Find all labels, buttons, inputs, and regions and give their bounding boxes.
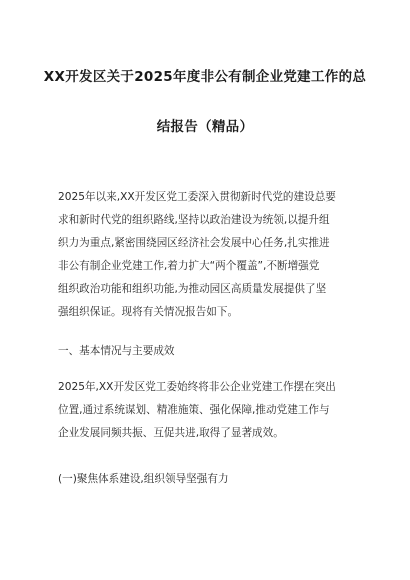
intro-paragraph-line: 求和新时代党的组织路线,坚持以政治建设为统领,以提升组 [58, 214, 330, 226]
summary-paragraph-line: 位置,通过系统谋划、精准施策、强化保障,推动党建工作与 [58, 404, 330, 416]
section-heading-text: 一、基本情况与主要成效 [58, 345, 175, 357]
summary-paragraph [58, 376, 358, 445]
summary-paragraph-line: 企业发展同频共振、互促共进,取得了显著成效。 [58, 427, 284, 439]
intro-paragraph-line: 强组织保证。现将有关情况报告如下。 [58, 306, 239, 318]
document-title-line-1: XX开发区关于2025年度非公有制企业党建工作的总 [43, 69, 367, 85]
section-heading-1 [58, 340, 358, 363]
intro-paragraph-line: 2025年以来,XX开发区党工委深入贯彻新时代党的建设总要 [58, 191, 336, 203]
subsection-heading-1 [58, 468, 358, 491]
document-title-line-2: 结报告（精品） [156, 119, 254, 135]
summary-paragraph-line: 2025年,XX开发区党工委始终将非公企业党建工作摆在突出 [58, 381, 336, 393]
intro-paragraph-line: 非公有制企业党建工作,着力扩大“两个覆盖”,不断增强党 [58, 260, 320, 272]
intro-paragraph-line: 组织政治功能和组织功能,为推动园区高质量发展提供了坚 [58, 283, 327, 295]
intro-paragraph [58, 186, 358, 324]
intro-paragraph-line: 织力为重点,紧密围绕园区经济社会发展中心任务,扎实推进 [58, 237, 330, 249]
subsection-heading-text: (一)聚焦体系建设,组织领导坚强有力 [58, 473, 229, 485]
